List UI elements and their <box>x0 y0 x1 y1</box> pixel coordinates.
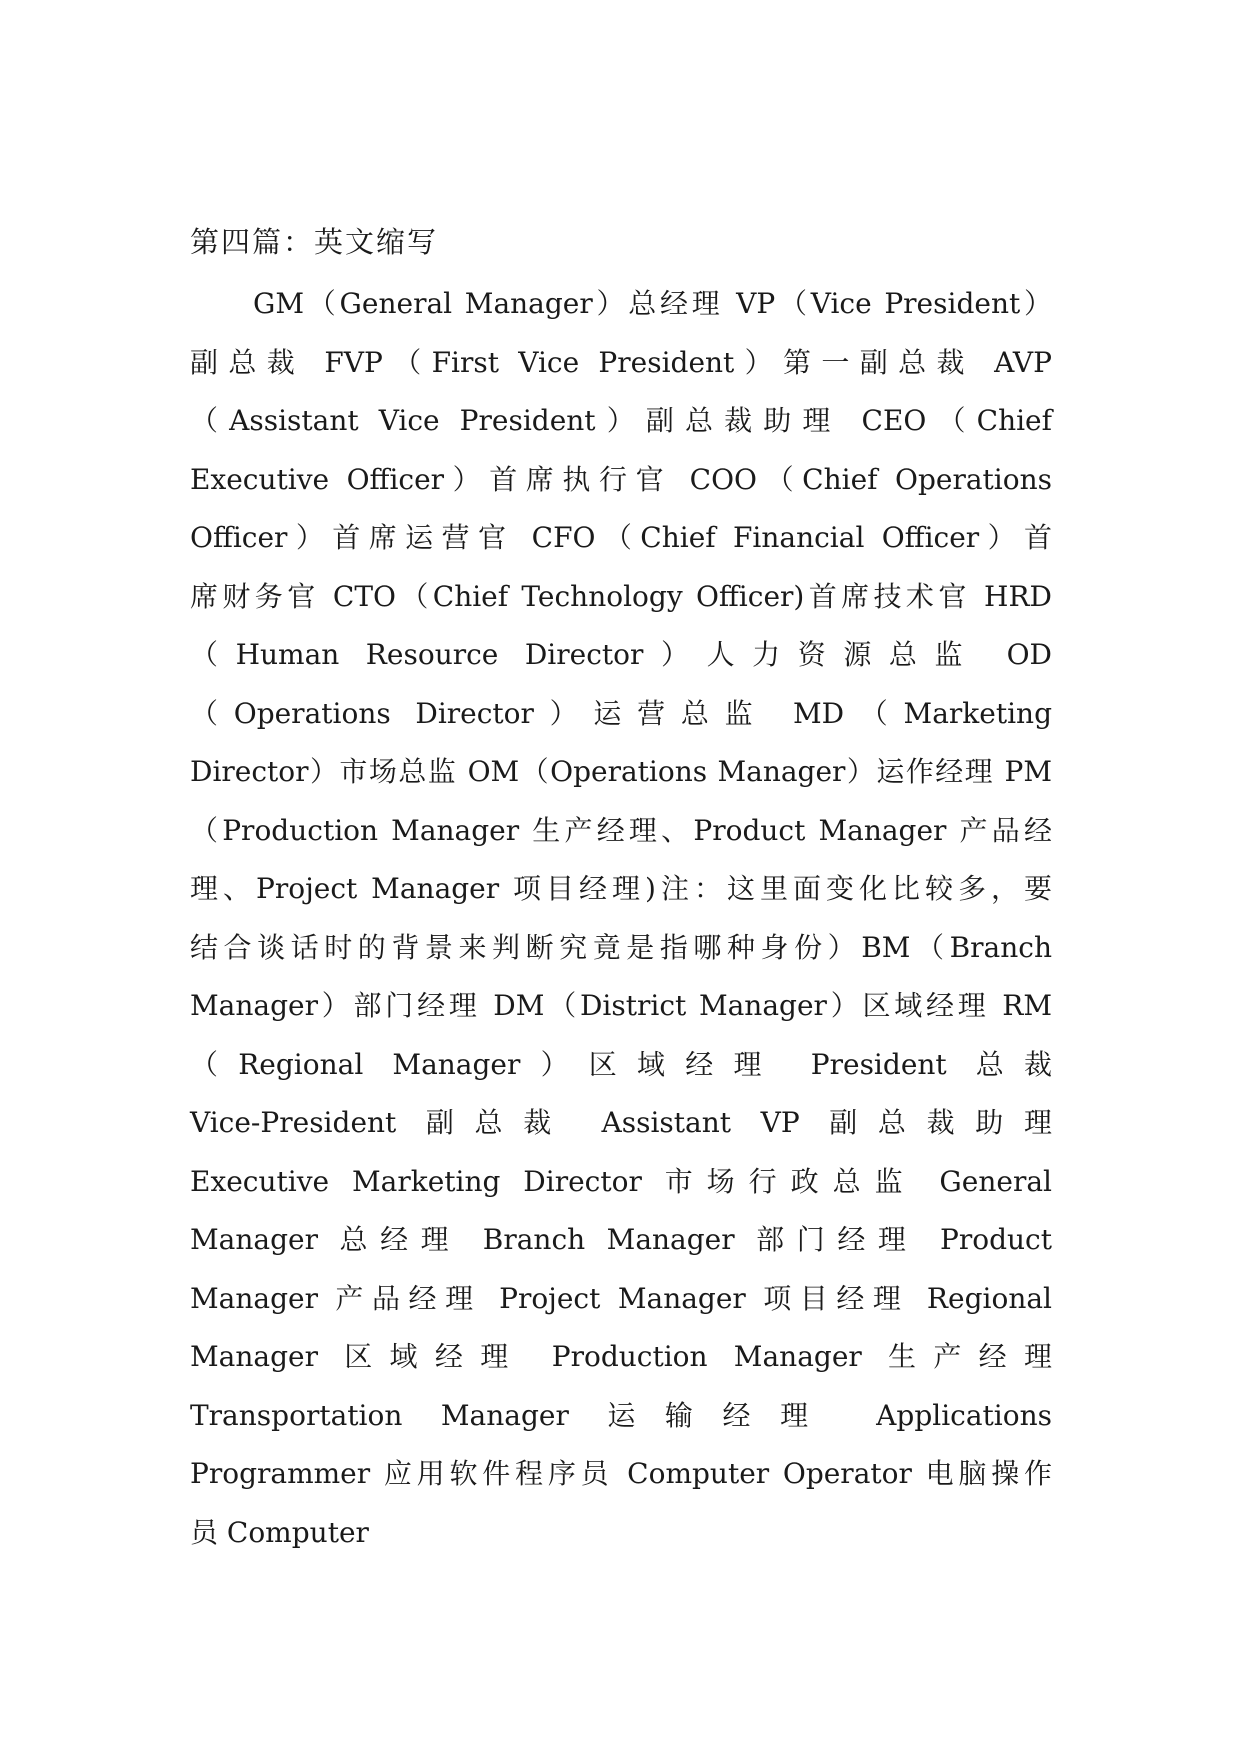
body-line: Manager 区域经理 Production Manager 生产经理 <box>190 1340 1052 1373</box>
body-line: Programmer 应用软件程序员 Computer Operator 电脑操作 <box>190 1457 1052 1490</box>
body-line: （Assistant Vice President）副总裁助理 CEO（Chief <box>190 404 1052 437</box>
body-line: Manager 总经理 Branch Manager 部门经理 Product <box>190 1223 1052 1256</box>
body-line: Manager）部门经理 DM（District Manager）区域经理 RM <box>190 989 1052 1022</box>
body-line: 结合谈话时的背景来判断究竟是指哪种身份）BM（Branch <box>190 930 1052 964</box>
document-body <box>190 284 1052 1571</box>
document-heading: 第四篇：英文缩写 <box>190 225 439 259</box>
body-line: Executive Officer）首席执行官 COO（Chief Operations <box>190 462 1052 496</box>
body-line: Vice-President 副总裁 Assistant VP 副总裁助理 <box>190 1106 1052 1139</box>
body-line: Transportation Manager 运输经理 Applications <box>190 1398 1052 1432</box>
body-line: （Production Manager 生产经理、Product Manager 产品经 <box>190 813 1052 847</box>
body-line: 员 Computer <box>190 1515 369 1549</box>
body-line: 副总裁 FVP（First Vice President）第一副总裁 AVP <box>190 345 1052 379</box>
body-line: GM（General Manager）总经理 VP（Vice President） <box>253 287 1052 320</box>
body-line: （Regional Manager）区域经理 President 总裁 <box>190 1047 1052 1081</box>
body-line: （Human Resource Director）人力资源总监 OD <box>190 638 1052 671</box>
body-line: 席财务官 CTO（Chief Technology Officer)首席技术官 HRD <box>190 579 1052 613</box>
body-line: Officer）首席运营官 CFO（Chief Financial Officer）首 <box>190 521 1052 554</box>
body-line: Executive Marketing Director 市场行政总监 General <box>190 1164 1052 1198</box>
body-line: Director）市场总监 OM（Operations Manager）运作经理 PM <box>190 755 1052 788</box>
body-line: （Operations Director）运营总监 MD（Marketing <box>190 696 1052 730</box>
body-line: 理、Project Manager 项目经理)注：这里面变化比较多，要 <box>190 872 1052 905</box>
body-line: Manager 产品经理 Project Manager 项目经理 Regional <box>190 1281 1052 1315</box>
